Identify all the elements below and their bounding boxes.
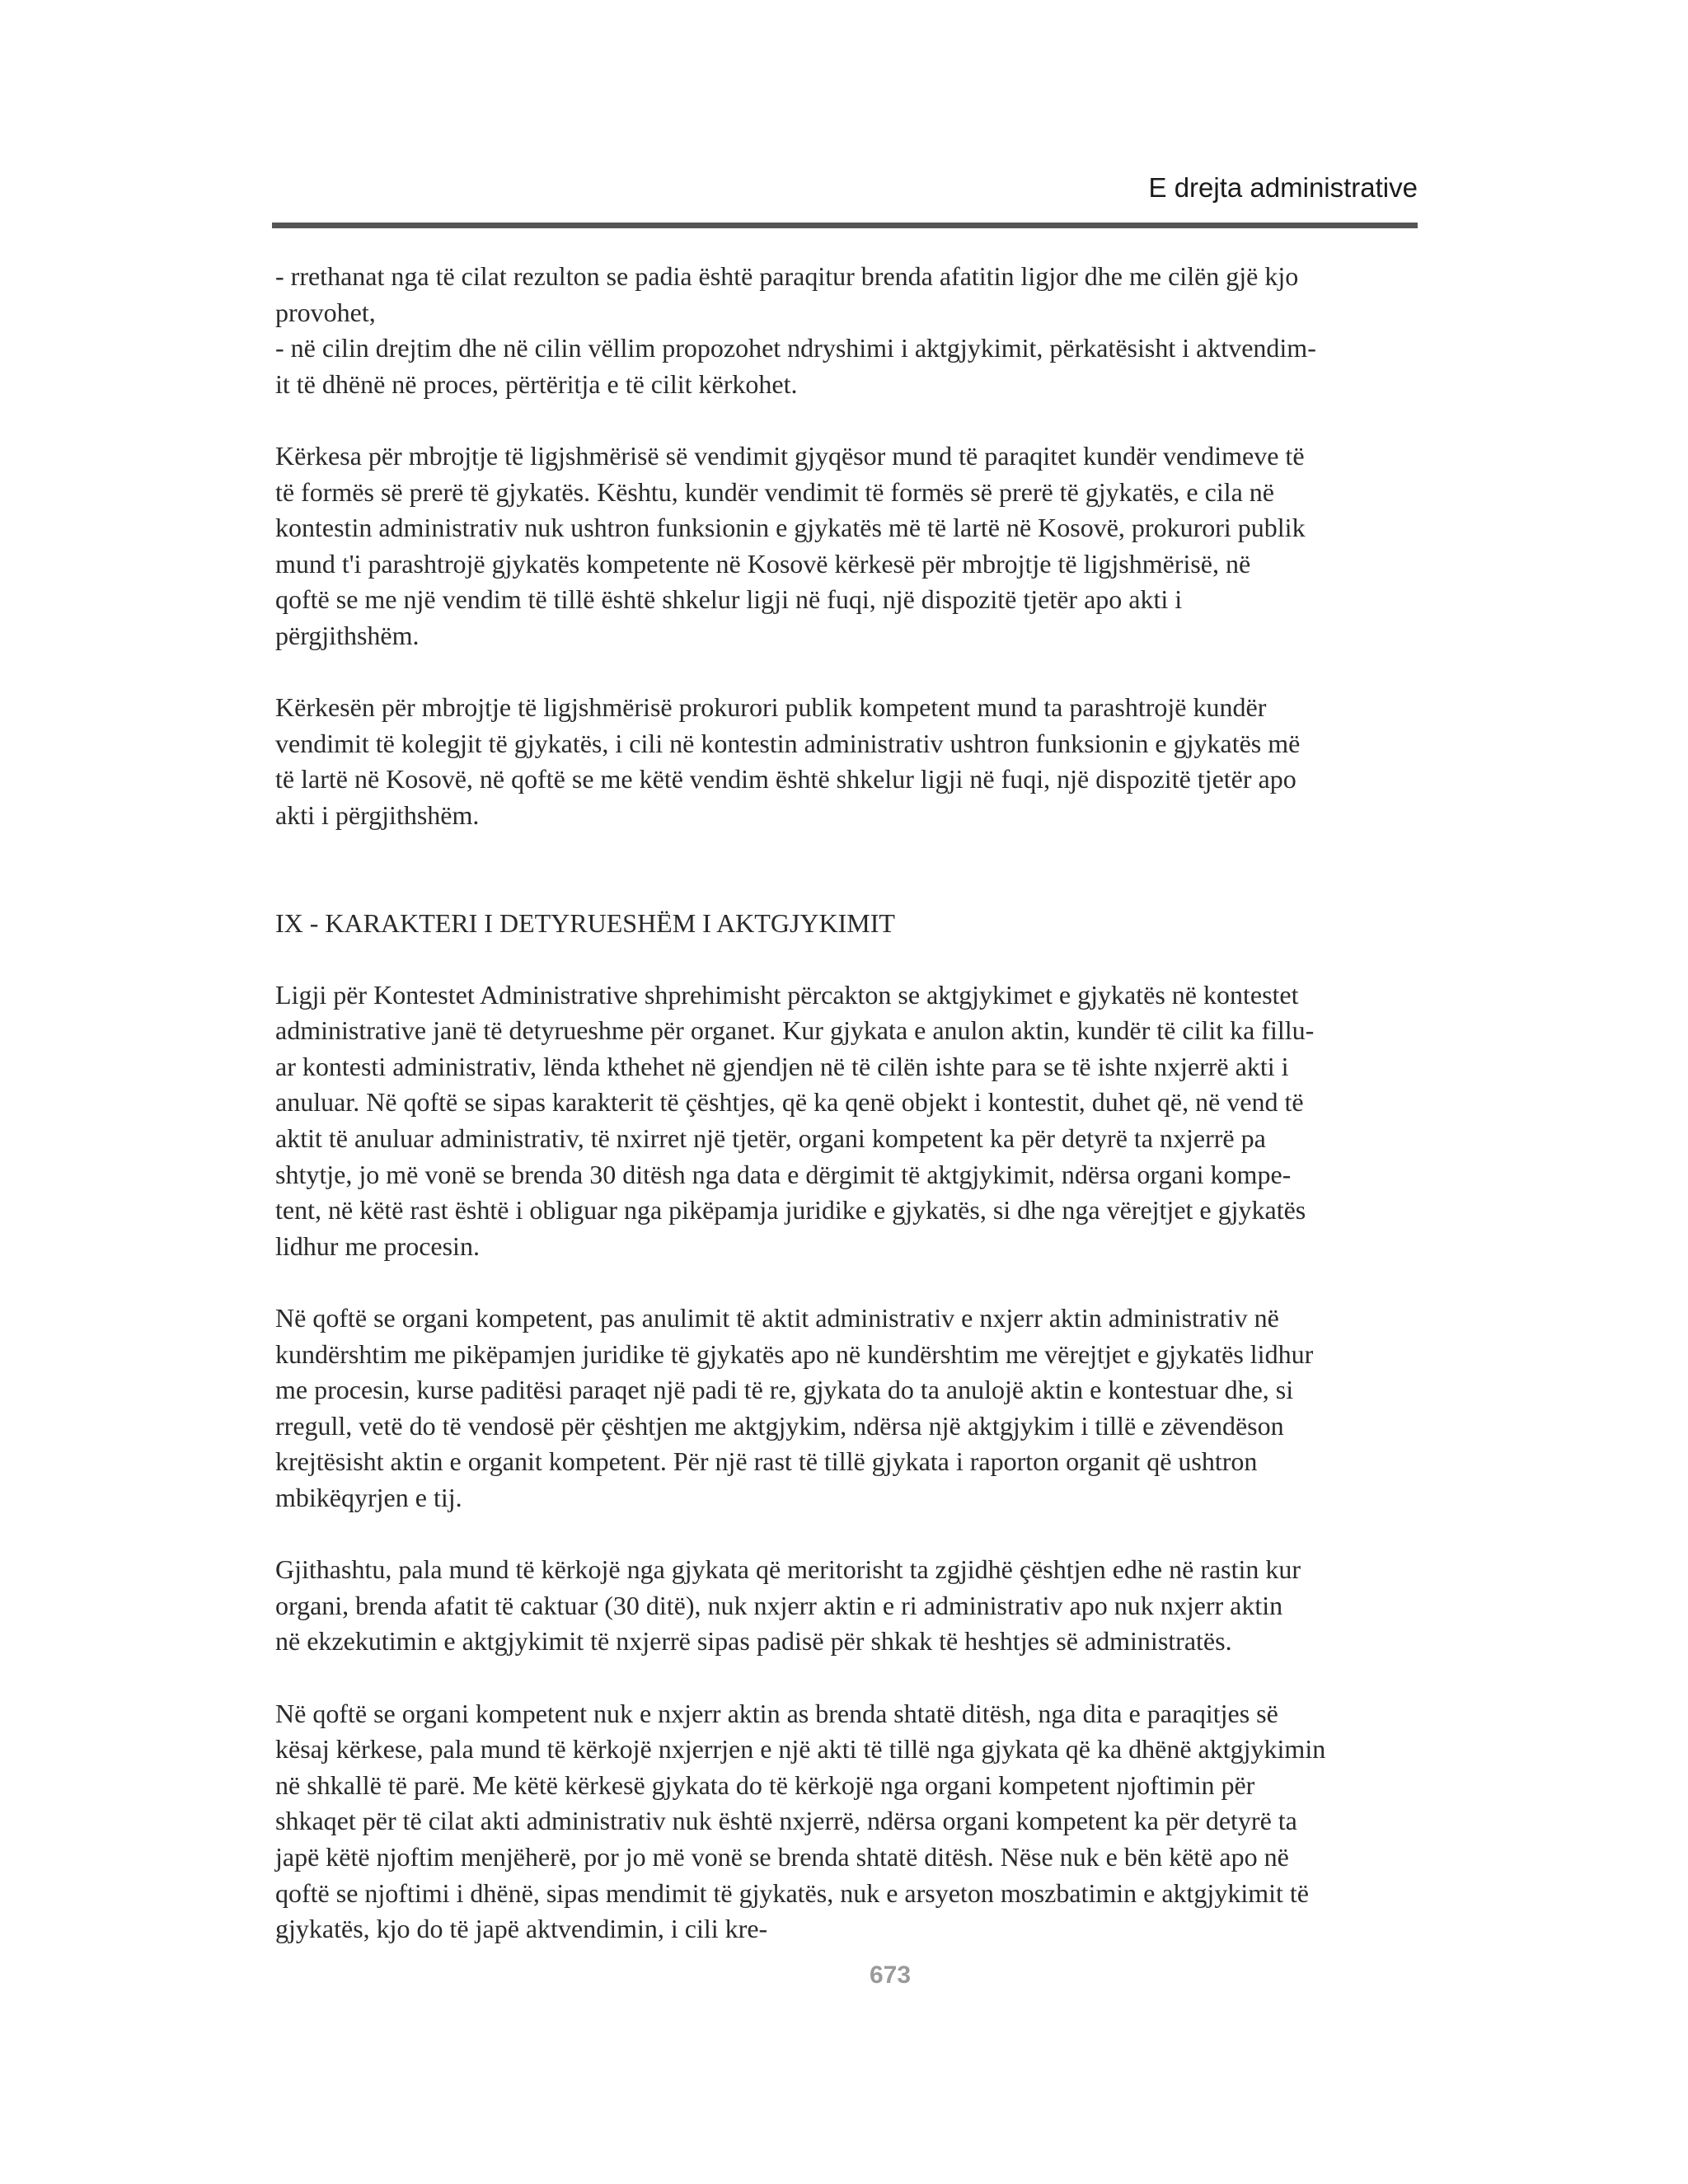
text-line: krejtësisht aktin e organit kompetent. Për një rast të tillë gjykata i raporton organit që ushtron [275, 1446, 1258, 1477]
section-heading: IX - KARAKTERI I DETYRUESHËM I AKTGJYKIMIT [275, 907, 895, 938]
text-line: mund t'i parashtrojë gjykatës kompetente në Kosovë kërkesë për mbrojtje të ligjshmërisë, në [275, 548, 1251, 579]
paragraph-1 [275, 259, 1413, 402]
text-line: kontestin administrativ nuk ushtron funksionin e gjykatës më të lartë në Kosovë, prokurori publik [275, 513, 1306, 543]
text-line: qoftë se njoftimi i dhënë, sipas mendimit të gjykatës, nuk e arsyeton moszbatimin e aktgjykimit të [275, 1877, 1309, 1908]
text-line: të lartë në Kosovë, në qoftë se me këtë vendim është shkelur ligji në fuqi, një dispozitë tjetër apo [275, 764, 1296, 794]
text-line: përgjithshëm. [275, 620, 420, 650]
paragraph-2 [275, 438, 1413, 654]
text-line: me procesin, kurse paditësi paraqet një padi të re, gjykata do ta anulojë aktin e kontestuar dhe, si [275, 1375, 1294, 1405]
text-line: lidhur me procesin. [275, 1230, 480, 1261]
paragraph-7 [275, 1696, 1413, 1947]
paragraph-6 [275, 1552, 1413, 1660]
text-line: Kërkesa për mbrojtje të ligjshmërisë së vendimit gjyqësor mund të paraqitet kundër vendimeve të [275, 440, 1305, 471]
text-line: japë këtë njoftim menjëherë, por jo më vonë se brenda shtatë ditësh. Nëse nuk e bën këtë apo në [275, 1841, 1289, 1872]
text-line: - në cilin drejtim dhe në cilin vëllim propozohet ndryshimi i aktgjykimit, përkatësisht i aktvendim- [275, 333, 1316, 363]
text-line: në shkallë të parë. Me këtë kërkesë gjykata do të kërkojë nga organi kompetent njoftimin për [275, 1769, 1255, 1800]
text-line: kësaj kërkese, pala mund të kërkojë nxjerrjen e një akti të tillë nga gjykata që ka dhënë aktgjykimin [275, 1734, 1326, 1765]
text-line: qoftë se me një vendim të tillë është shkelur ligji në fuqi, një dispozitë tjetër apo akti i [275, 584, 1183, 615]
paragraph-gap [275, 1264, 1413, 1301]
text-line: Gjithashtu, pala mund të kërkojë nga gjykata që meritorisht ta zgjidhë çështjen edhe në rastin kur [275, 1554, 1301, 1585]
paragraph-gap [275, 402, 1413, 438]
text-line: të formës së prerë të gjykatës. Kështu, kundër vendimit të formës së prerë të gjykatës, e cila në [275, 476, 1274, 507]
header-rule [272, 223, 1418, 228]
text-line: Në qoftë se organi kompetent, pas anulimit të aktit administrativ e nxjerr aktin administrativ në [275, 1303, 1279, 1333]
paragraph-5 [275, 1301, 1413, 1516]
text-line: akti i përgjithshëm. [275, 799, 480, 830]
body-text [275, 259, 1413, 1947]
text-line: aktit të anuluar administrativ, të nxirret një tjetër, organi kompetent ka për detyrë ta nxjerrë pa [275, 1123, 1266, 1154]
text-line: në ekzekutimin e aktgjykimit të nxjerrë sipas padisë për shkak të heshtjes së administratës. [275, 1626, 1232, 1657]
paragraph-gap [275, 1516, 1413, 1553]
text-line: shtytje, jo më vonë se brenda 30 ditësh nga data e dërgimit të aktgjykimit, ndërsa organi kompe- [275, 1159, 1292, 1189]
text-line: shkaqet për të cilat akti administrativ nuk është nxjerrë, ndërsa organi kompetent ka për detyrë ta [275, 1806, 1297, 1836]
section-gap [275, 834, 1413, 906]
text-line: vendimit të kolegjit të gjykatës, i cili në kontestin administrativ ushtron funksionin e gjykatës më [275, 728, 1301, 758]
text-line: gjykatës, kjo do të japë aktvendimin, i cili kre- [275, 1914, 768, 1944]
paragraph-4 [275, 977, 1413, 1265]
text-line: Ligji për Kontestet Administrative shprehimisht përcakton se aktgjykimet e gjykatës në kontestet [275, 979, 1299, 1010]
text-line: administrative janë të detyrueshme për organet. Kur gjykata e anulon aktin, kundër të cilit ka fillu- [275, 1015, 1315, 1046]
paragraph-gap [275, 941, 1413, 977]
text-line: kundërshtim me pikëpamjen juridike të gjykatës apo në kundërshtim me vërejtjet e gjykatës lidhur [275, 1338, 1314, 1369]
text-line: it të dhënë në proces, përtëritja e të cilit kërkohet. [275, 368, 798, 399]
text-line: rregull, vetë do të vendosë për çështjen me aktgjykim, ndërsa një aktgjykim i tillë e zëvendëson [275, 1410, 1284, 1441]
text-line: Kërkesën për mbrojtje të ligjshmërisë prokurori publik kompetent mund ta parashtrojë kundër [275, 692, 1267, 723]
text-line: tent, në këtë rast është i obliguar nga pikëpamja juridike e gjykatës, si dhe nga vërejtjet e gjykatës [275, 1195, 1306, 1226]
paragraph-gap [275, 654, 1413, 691]
running-header: E drejta administrative [1148, 172, 1418, 203]
paragraph-gap [275, 1660, 1413, 1696]
text-line: ar kontesti administrativ, lënda kthehet në gjendjen në të cilën ishte para se të ishte nxjerrë akti i [275, 1051, 1289, 1081]
text-line: organi, brenda afatit të caktuar (30 ditë), nuk nxjerr aktin e ri administrativ apo nuk nxjerr aktin [275, 1590, 1283, 1620]
text-line: provohet, [275, 297, 376, 327]
text-line: mbikëqyrjen e tij. [275, 1483, 462, 1512]
text-line: - rrethanat nga të cilat rezulton se padia është paraqitur brenda afatitin ligjor dhe me cilën gjë kjo [275, 261, 1299, 291]
page-number: 673 [869, 1961, 912, 1989]
paragraph-3 [275, 690, 1413, 833]
text-line: anuluar. Në qoftë se sipas karakterit të çështjes, që ka qenë objekt i kontestit, duhet që, në vend të [275, 1087, 1304, 1118]
text-line: Në qoftë se organi kompetent nuk e nxjerr aktin as brenda shtatë ditësh, nga dita e paraqitjes së [275, 1698, 1278, 1728]
